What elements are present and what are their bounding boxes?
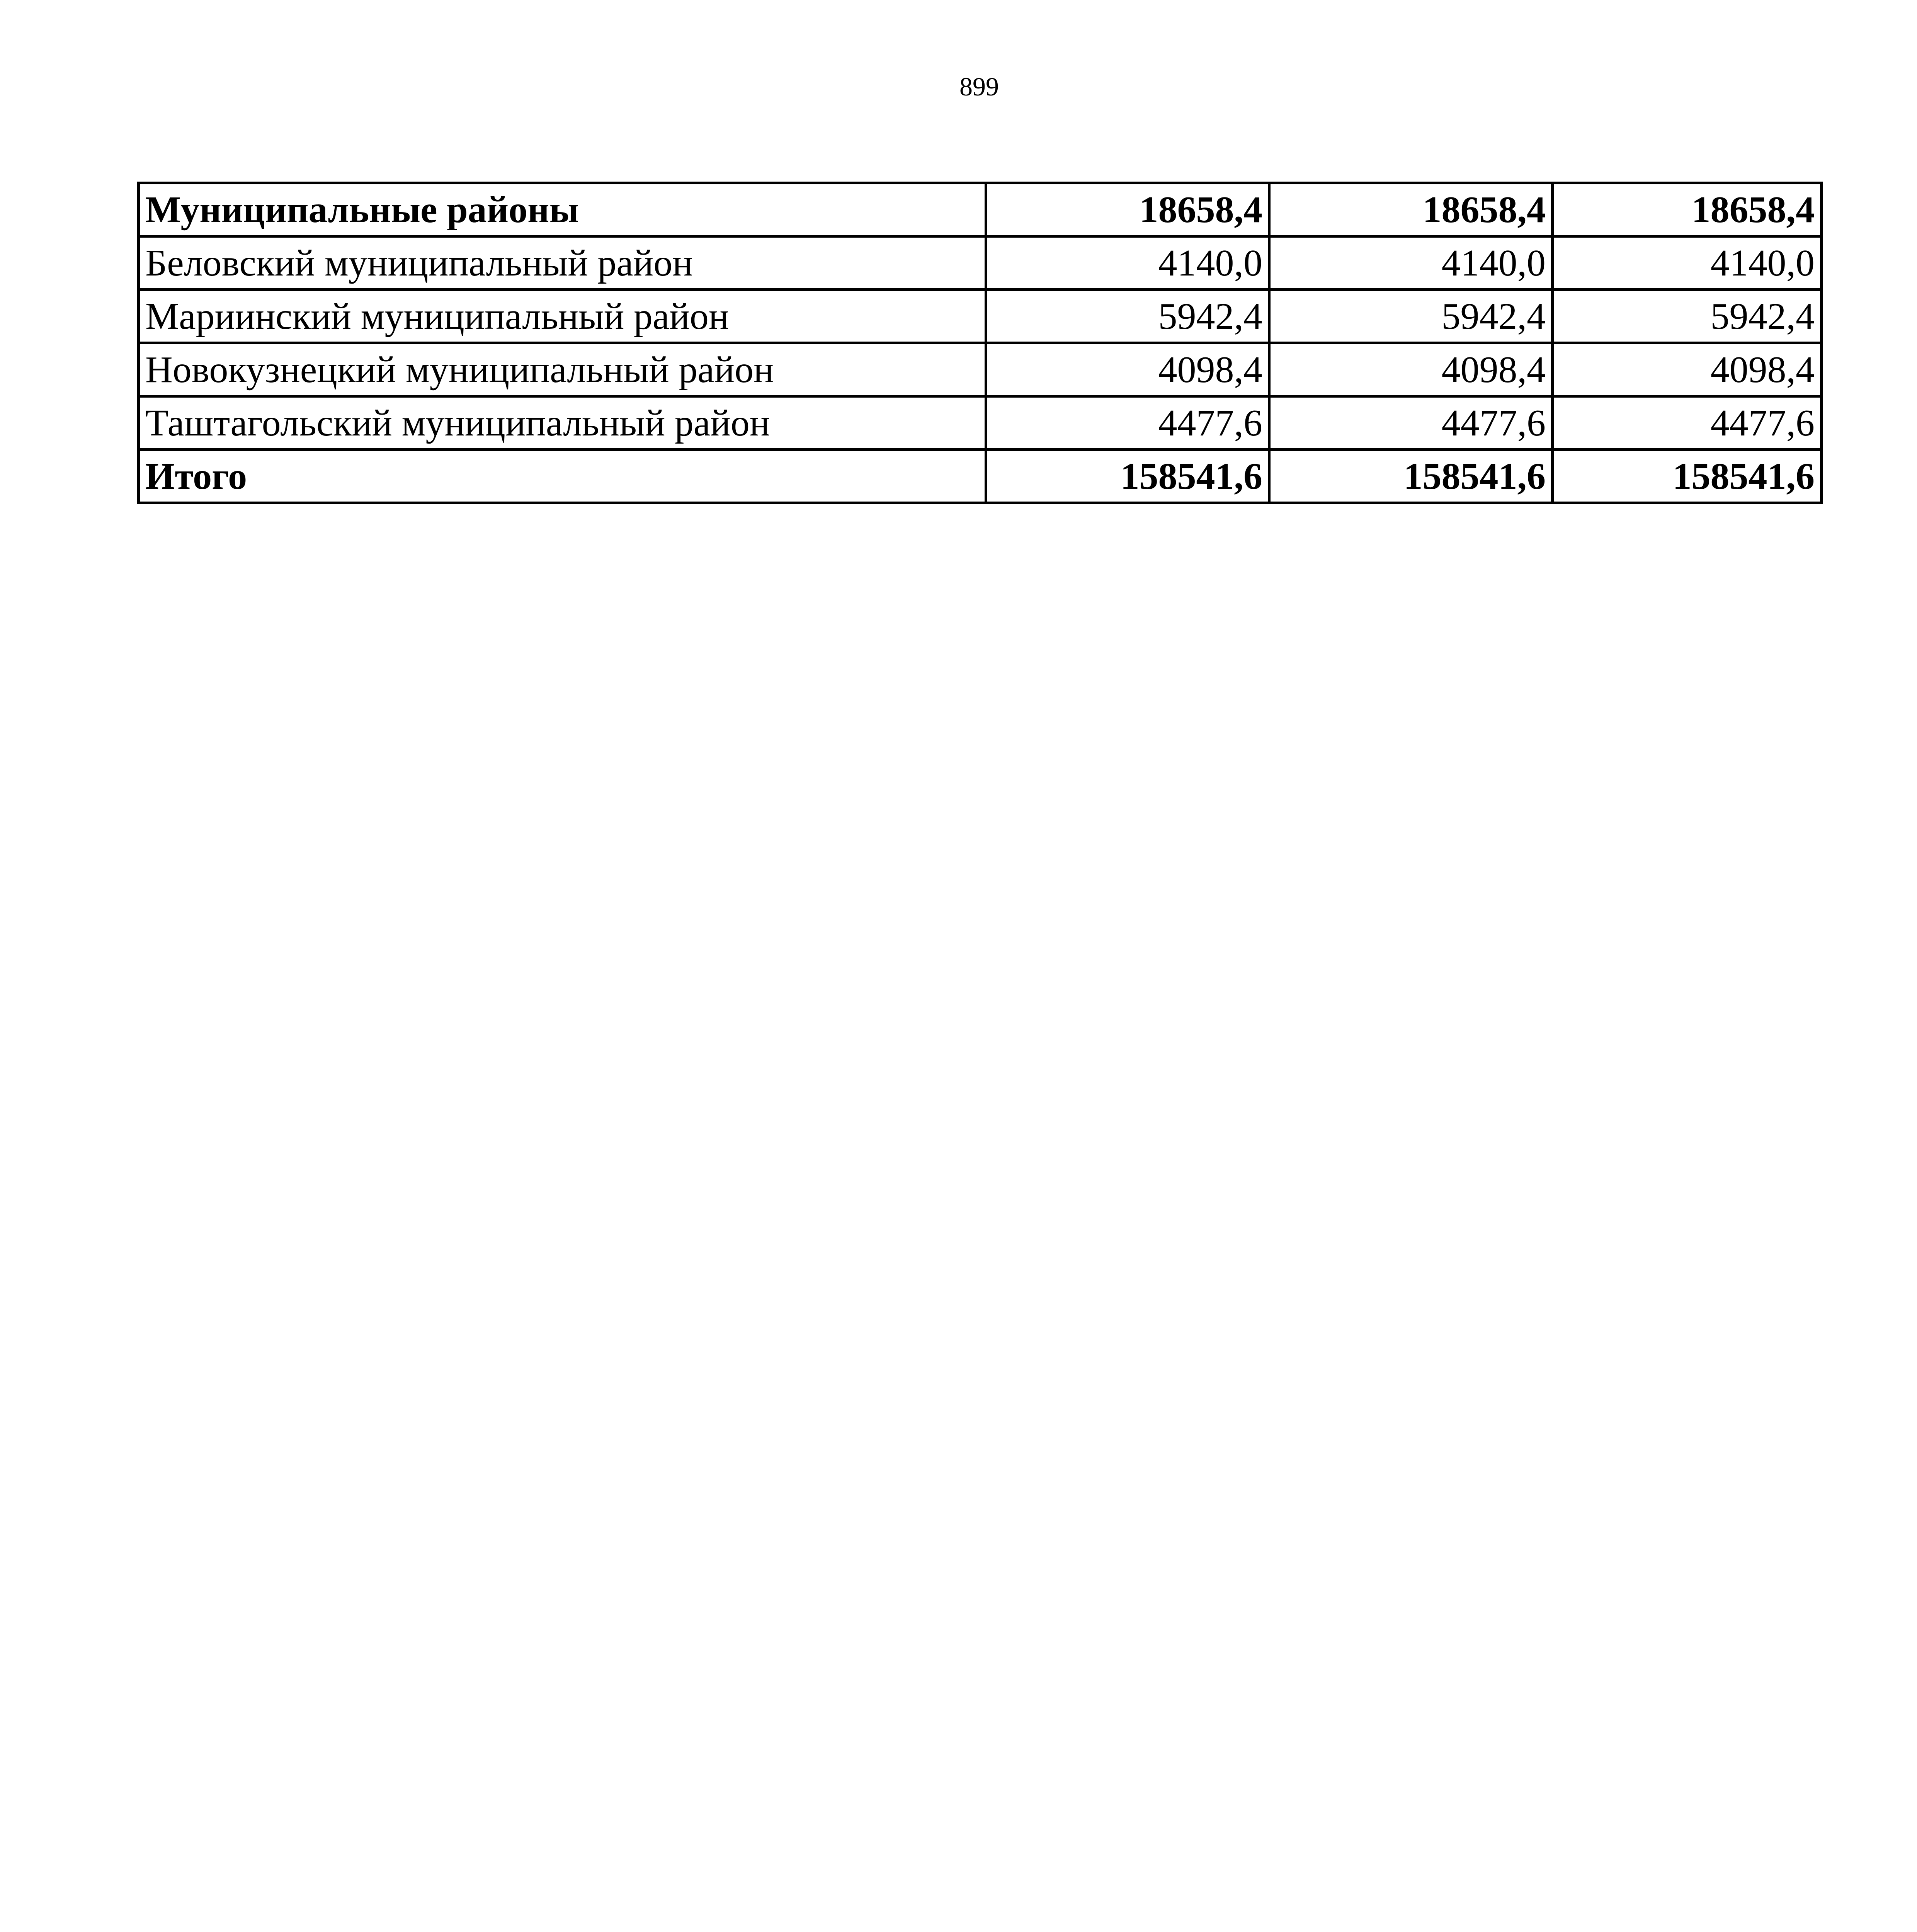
value-cell-2: 4477,6 [1269, 396, 1553, 450]
value-cell-3: 4140,0 [1553, 236, 1822, 290]
row-label: Таштагольский муниципальный район [139, 396, 986, 450]
table-row [139, 343, 1822, 396]
value-cell-2: 18658,4 [1269, 183, 1553, 236]
table-row [139, 396, 1822, 450]
value-cell-3: 4098,4 [1553, 343, 1822, 396]
row-label: Итого [139, 450, 986, 503]
row-label: Беловский муниципальный район [139, 236, 986, 290]
value-cell-2: 4098,4 [1269, 343, 1553, 396]
row-label: Мариинский муниципальный район [139, 290, 986, 343]
value-cell-3: 5942,4 [1553, 290, 1822, 343]
value-cell-1: 4140,0 [986, 236, 1269, 290]
value-cell-3: 158541,6 [1553, 450, 1822, 503]
budget-table [137, 182, 1823, 504]
value-cell-1: 4477,6 [986, 396, 1269, 450]
table-row-subtotal [139, 183, 1822, 236]
value-cell-1: 158541,6 [986, 450, 1269, 503]
page-number: 899 [959, 72, 999, 101]
table-row [139, 236, 1822, 290]
table-row [139, 290, 1822, 343]
value-cell-1: 5942,4 [986, 290, 1269, 343]
value-cell-3: 18658,4 [1553, 183, 1822, 236]
table-row-total [139, 450, 1822, 503]
value-cell-2: 158541,6 [1269, 450, 1553, 503]
row-label: Новокузнецкий муниципальный район [139, 343, 986, 396]
value-cell-2: 4140,0 [1269, 236, 1553, 290]
value-cell-1: 4098,4 [986, 343, 1269, 396]
row-label: Муниципальные районы [139, 183, 986, 236]
value-cell-3: 4477,6 [1553, 396, 1822, 450]
value-cell-1: 18658,4 [986, 183, 1269, 236]
value-cell-2: 5942,4 [1269, 290, 1553, 343]
